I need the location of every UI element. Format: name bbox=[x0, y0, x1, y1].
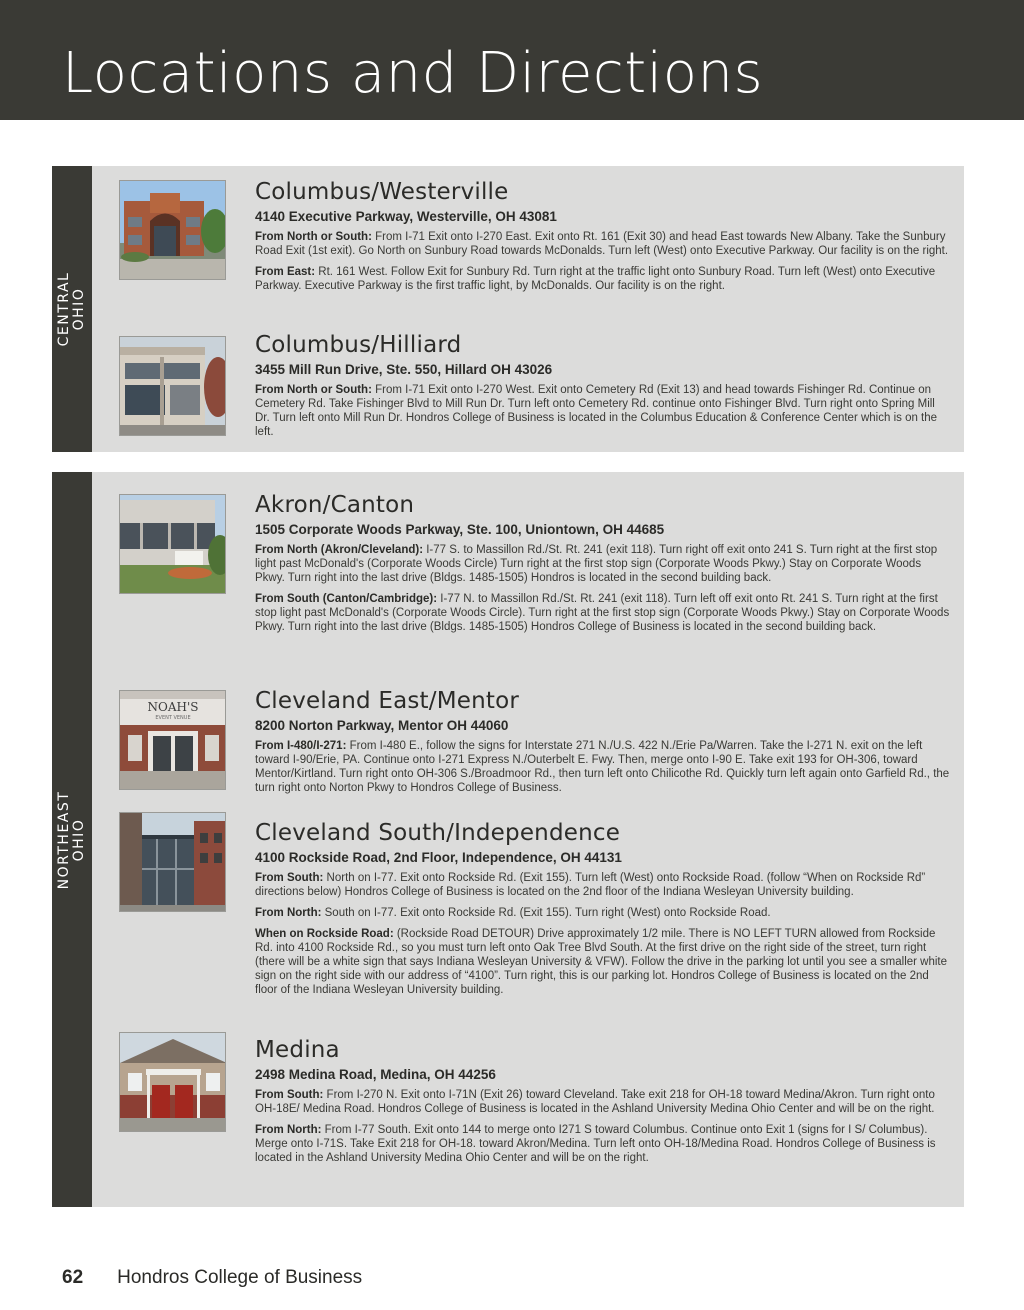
directions-paragraph: From North: From I-77 South. Exit onto 144 to merge onto I271 S toward Columbus. Continue onto Exit 1 (signs for I S/ Columbus). Merge onto I-71S. Take Exit 218 for OH-18. toward Akron/Medina. Turn left onto OH-18/Medina Road. Hondros College of Business is located in the Ashland University Medina Ohio Center and will be on the right. bbox=[255, 1124, 936, 1164]
directions-paragraph: From South: North on I-77. Exit onto Rockside Rd. (Exit 155). Turn left (West) onto Rockside Road. (follow “When on Rockside Rd” directions below) Hondros College of Business is located on the 2nd floor of the Indiana Wesleyan University building. bbox=[255, 872, 926, 898]
location-name: Medina bbox=[255, 1037, 340, 1063]
page-title: Locations and Directions bbox=[62, 41, 764, 106]
noahs-sign: NOAH'S bbox=[147, 700, 199, 714]
directions-paragraph: From North or South: From I-71 Exit onto I-270 West. Exit onto Cemetery Rd (Exit 13) and head towards Fishinger Rd. Continue on Cemetery Rd. Take Fishinger Blvd to Mill Run Dr. Turn left onto Cemetery Rd. continue onto Fishinger Blvd. Turn right onto Spring Mill Dr. Turn left onto Mill Run Dr. Hondros College of Business is located in the Columbus Education & Conference Center which is on the left. bbox=[255, 384, 938, 438]
location-akron-canton bbox=[255, 492, 950, 641]
page-footer bbox=[62, 1266, 362, 1290]
location-medina bbox=[255, 1037, 950, 1172]
directions-paragraph: From I-480/I-271: From I-480 E., follow the signs for Interstate 271 N./U.S. 422 N./Erie Pa/Warren. Take the I-271 N. exit on the left toward I-90/Erie, PA. Continue onto I-271 Express N./Outerbelt E. Fwy. Then, merge onto I-90 E. Take exit 193 for OH-306, toward Mentor/Kirtland. Turn right onto OH-306 S./Broadmoor Rd., then turn left onto Chilicothe Rd. Quickly turn left again onto Garfield Rd., the turn right onto Norton Pkwy to Hondros College of Business. bbox=[255, 740, 950, 794]
location-name: Columbus/Hilliard bbox=[255, 332, 462, 358]
location-independence bbox=[255, 820, 950, 1004]
region-tab-central bbox=[52, 166, 92, 452]
directions-paragraph: From North or South: From I-71 Exit onto I-270 East. Exit onto Rt. 161 (Exit 30) and head East towards New Albany. Take the Sunbury Road Exit (1st exit). Go North on Sunbury Road towards McDonalds. Turn left (West) onto Executive Parkway. Our facility is on the right. bbox=[255, 231, 949, 257]
region-label-northeast: NORTHEAST OHIO bbox=[56, 790, 87, 889]
location-address: 8200 Norton Parkway, Mentor OH 44060 bbox=[255, 718, 509, 733]
region-label-central: CENTRAL OHIO bbox=[56, 271, 87, 347]
mentor-building-photo bbox=[119, 690, 226, 790]
location-address: 4140 Executive Parkway, Westerville, OH 43081 bbox=[255, 209, 557, 224]
location-mentor bbox=[255, 688, 950, 802]
region-tab-northeast bbox=[52, 472, 92, 1207]
directions-paragraph: From North (Akron/Cleveland): I-77 S. to Massillon Rd./St. Rt. 241 (exit 118). Turn right off exit onto 241 S. Turn right at the first stop light past McDonald's (Corporate Woods Circle) Turn right at the first stop sign (Corporate Woods Pkwy.) Stay on Corporate Woods Pkwy. Turn right into the last drive (Bldgs. 1485-1505) Hondros is located in the second building back. bbox=[255, 544, 938, 584]
directions-paragraph: From North: South on I-77. Exit onto Rockside Rd. (Exit 155). Turn right (West) onto Rockside Road. bbox=[255, 907, 771, 919]
location-name: Columbus/Westerville bbox=[255, 179, 509, 205]
medina-building-photo bbox=[119, 1032, 226, 1132]
location-address: 2498 Medina Road, Medina, OH 44256 bbox=[255, 1067, 496, 1082]
directions-paragraph: From South: From I-270 N. Exit onto I-71N (Exit 26) toward Cleveland. Take exit 218 for OH-18 toward Medina/Akron. Turn right onto OH-18E/ Medina Road. Hondros College of Business is located in the Ashland University Medina Ohio Center and will be on the right. bbox=[255, 1089, 935, 1115]
location-westerville bbox=[255, 179, 950, 300]
location-address: 3455 Mill Run Drive, Ste. 550, Hillard OH 43026 bbox=[255, 362, 553, 377]
directions-paragraph: From South (Canton/Cambridge): I-77 N. to Massillon Rd./St. Rt. 241 (exit 118). Turn left off exit onto Rt. 241 S. Turn right at the first stop light past McDonald's (Corporate Woods Circle). Turn right at the first stop sign (Corporate Woods Pkwy.) Stay on Corporate Woods Pkwy. Turn right into the last drive (Bldgs. 1485-1505) Hondros College of Business is located in the second building back. bbox=[255, 593, 950, 633]
location-name: Cleveland East/Mentor bbox=[255, 688, 520, 714]
directions-paragraph: When on Rockside Road: (Rockside Road DETOUR) Drive approximately 1/2 mile. There is NO LEFT TURN allowed from Rockside Rd. into 4100 Rockside Rd., so you must turn left onto Oak Tree Blvd South. At the first drive on the right side of the street, turn right (there will be a white sign that says Indiana Wesleyan University & VFW). Follow the drive in the parking lot until you see a smaller white sign on the right side with our address of “4100”. Turn right, this is our parking lot. Hondros College of Business is located on the 2nd floor of the Indiana Wesleyan University building. bbox=[255, 928, 948, 996]
page-header bbox=[0, 0, 1024, 120]
westerville-building-photo bbox=[119, 180, 226, 280]
location-name: Cleveland South/Independence bbox=[255, 820, 621, 846]
location-hilliard bbox=[255, 332, 950, 446]
location-address: 1505 Corporate Woods Parkway, Ste. 100, Uniontown, OH 44685 bbox=[255, 522, 665, 537]
publisher-name: Hondros College of Business bbox=[117, 1267, 363, 1288]
event-venue-sign: EVENT VENUE bbox=[155, 715, 191, 721]
page-number: 62 bbox=[62, 1267, 84, 1288]
location-address: 4100 Rockside Road, 2nd Floor, Independence, OH 44131 bbox=[255, 850, 622, 865]
akron-building-photo bbox=[119, 494, 226, 594]
independence-building-photo bbox=[119, 812, 226, 912]
hilliard-building-photo bbox=[119, 336, 226, 436]
location-name: Akron/Canton bbox=[255, 492, 415, 518]
directions-paragraph: From East: Rt. 161 West. Follow Exit for Sunbury Rd. Turn right at the traffic light onto Sunbury Road. Turn left (West) onto Executive Parkway. Executive Parkway is the first traffic light, by McDonalds. Our facility is on the right. bbox=[255, 266, 936, 292]
